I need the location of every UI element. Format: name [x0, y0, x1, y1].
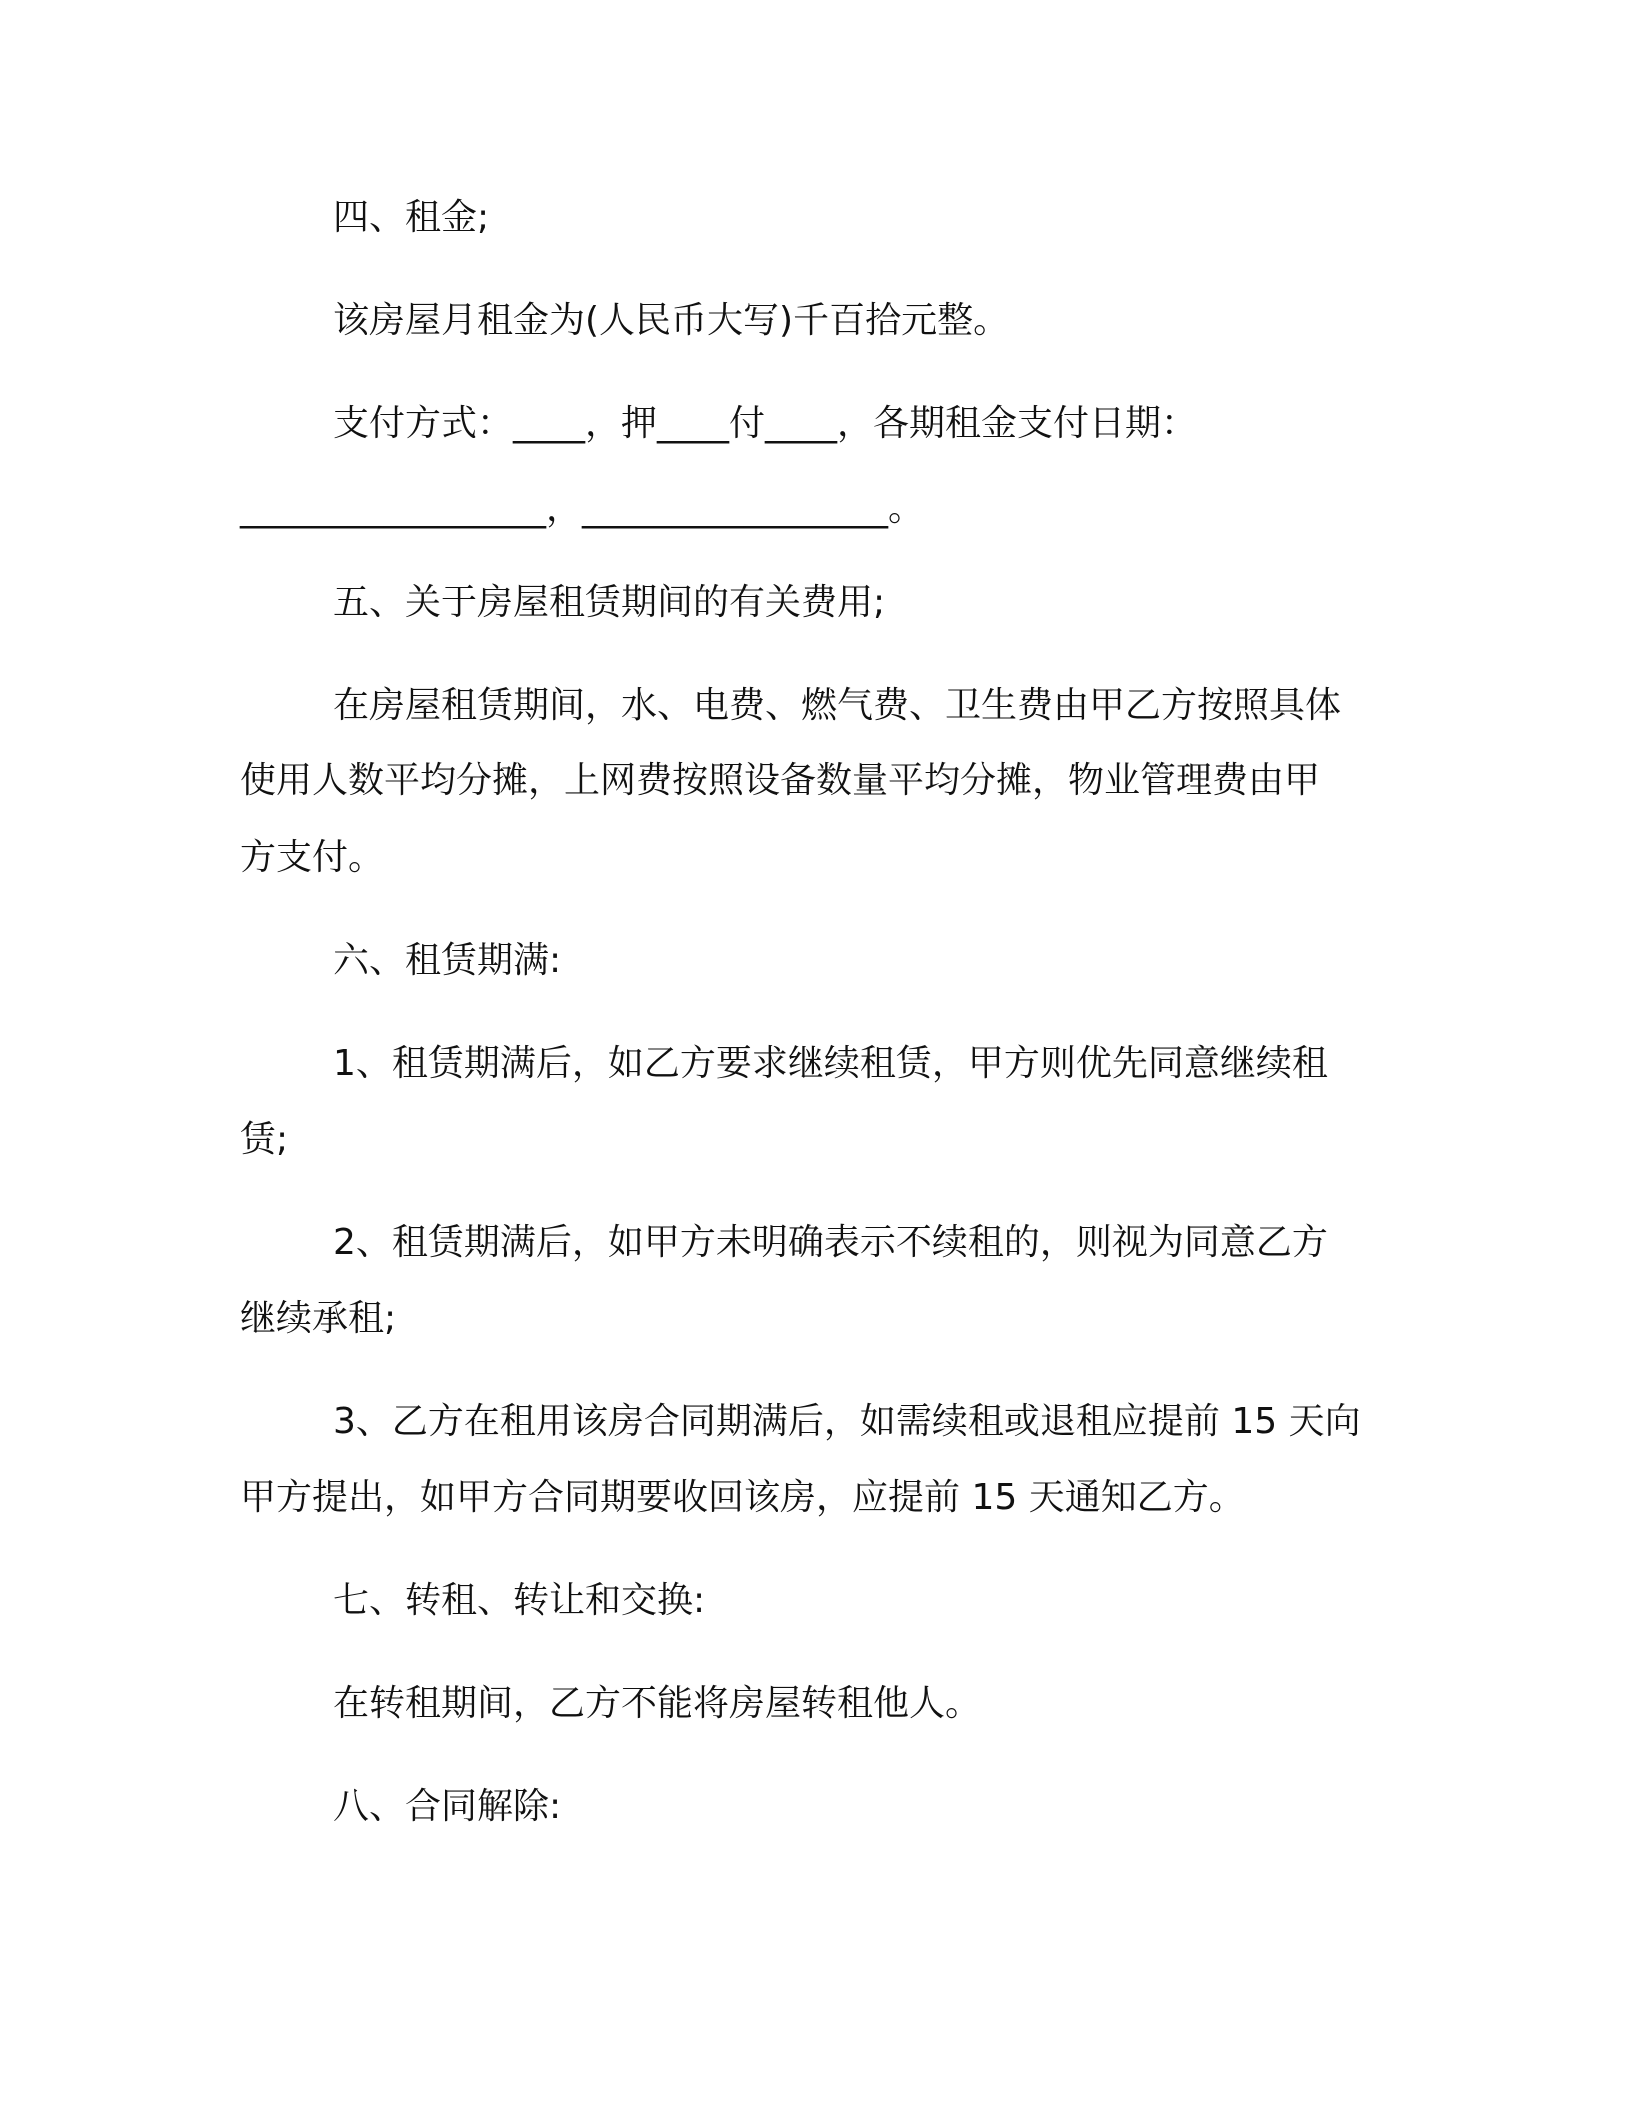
paragraph-expiry-1-line-1: 1、租赁期满后，如乙方要求继续租赁，甲方则优先同意继续租 — [333, 1043, 1328, 1084]
paragraph-payment-method: 支付方式：____，押____付____，各期租金支付日期： — [333, 403, 1198, 444]
paragraph-sublease: 在转租期间，乙方不能将房屋转租他人。 — [333, 1683, 982, 1724]
section-heading-fees: 五、关于房屋租赁期间的有关费用; — [333, 582, 886, 623]
paragraph-expiry-2-line-1: 2、租赁期满后，如甲方未明确表示不续租的，则视为同意乙方 — [333, 1222, 1328, 1263]
section-heading-rent: 四、租金; — [333, 197, 490, 238]
paragraph-payment-dates: _________________，_________________。 — [240, 488, 924, 529]
section-heading-termination: 八、合同解除: — [333, 1786, 562, 1827]
paragraph-expiry-3-line-1: 3、乙方在租用该房合同期满后，如需续租或退租应提前 15 天向 — [333, 1401, 1361, 1442]
paragraph-expiry-3-line-2: 甲方提出，如甲方合同期要收回该房，应提前 15 天通知乙方。 — [240, 1477, 1245, 1518]
section-heading-sublease: 七、转租、转让和交换: — [333, 1580, 706, 1621]
paragraph-expiry-1-line-2: 赁; — [240, 1119, 289, 1160]
section-heading-lease-expiry: 六、租赁期满: — [333, 940, 562, 981]
paragraph-fees-line-1: 在房屋租赁期间，水、电费、燃气费、卫生费由甲乙方按照具体 — [333, 685, 1342, 726]
paragraph-expiry-2-line-2: 继续承租; — [240, 1298, 397, 1339]
paragraph-rent-amount: 该房屋月租金为(人民币大写)千百拾元整。 — [333, 300, 1010, 341]
paragraph-fees-line-3: 方支付。 — [240, 837, 385, 878]
paragraph-fees-line-2: 使用人数平均分摊，上网费按照设备数量平均分摊，物业管理费由甲 — [240, 760, 1321, 801]
